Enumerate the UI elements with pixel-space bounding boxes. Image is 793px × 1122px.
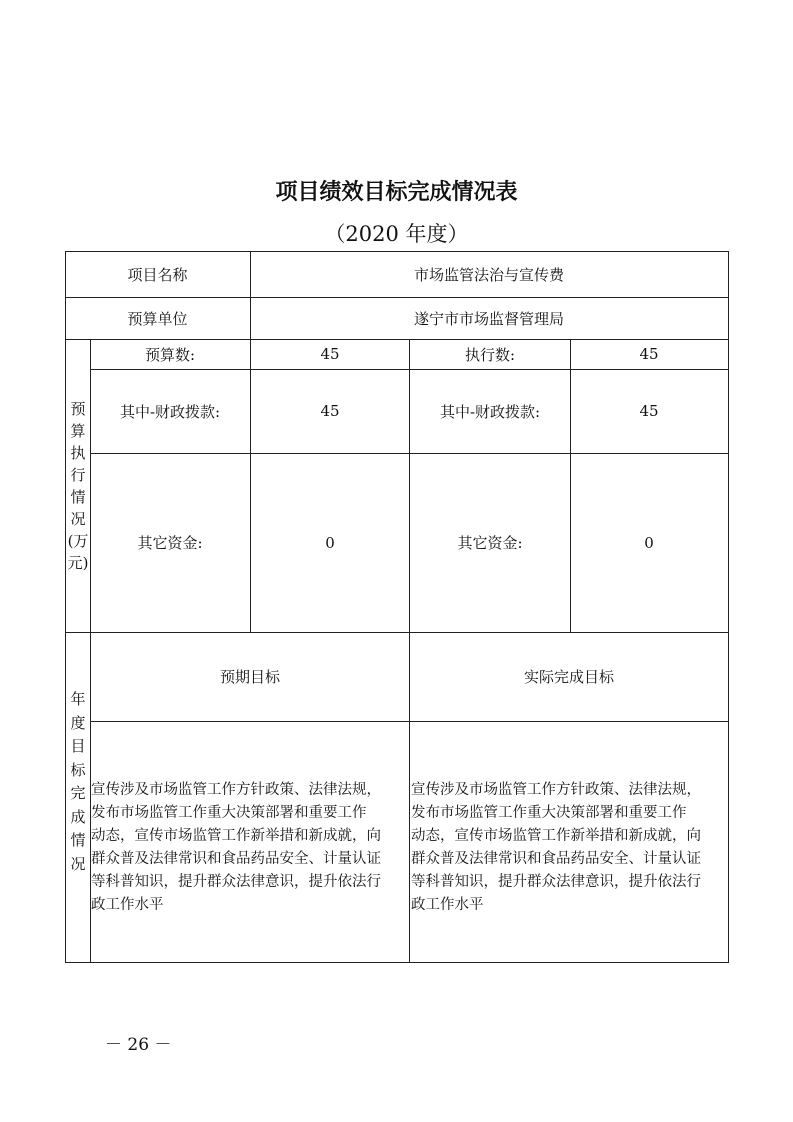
page-subtitle: （2020 年度） bbox=[324, 222, 469, 246]
budget-unit-label: 预算单位 bbox=[127, 309, 188, 328]
other-funds-label-budget: 其它资金: bbox=[137, 534, 203, 552]
table-border bbox=[728, 251, 729, 963]
budget-label: 预算数: bbox=[144, 345, 196, 364]
budget-value: 45 bbox=[320, 345, 340, 363]
expected-goal-text: 宣传涉及市场监管工作方针政策、法律法规， 发布市场监管工作重大决策部署和重要工作 动态，宣传市场监管工作新举措和新成就，向 群众普及法律常识和食品药品安全、计量认证 等科普知识，提升群众法律意识，提升依法行 政工作水平 bbox=[91, 782, 381, 913]
goal-section-label: 年度目标完成情况 bbox=[70, 690, 86, 873]
fiscal-value-exec: 45 bbox=[639, 402, 659, 420]
page-number: － 26 － bbox=[105, 1035, 172, 1055]
other-funds-value-exec: 0 bbox=[644, 533, 654, 552]
actual-goal-text: 宣传涉及市场监管工作方针政策、法律法规， 发布市场监管工作重大决策部署和重要工作 动态，宣传市场监管工作新举措和新成就，向 群众普及法律常识和食品药品安全、计量认证 等科普知识，提升群众法律意识，提升依法行 政工作水平 bbox=[411, 782, 701, 913]
fiscal-label-budget: 其中-财政拨款: bbox=[119, 402, 221, 421]
project-name-label: 项目名称 bbox=[127, 265, 188, 284]
exec-label: 执行数: bbox=[464, 345, 516, 364]
budget-unit-value: 遂宁市市场监督管理局 bbox=[413, 309, 564, 328]
fiscal-value-budget: 45 bbox=[320, 402, 340, 420]
exec-value: 45 bbox=[639, 345, 659, 363]
budget-section-label: 预算执行情况(万元) bbox=[67, 400, 89, 572]
page-title: 项目绩效目标完成情况表 bbox=[275, 180, 518, 205]
other-funds-value-budget: 0 bbox=[325, 533, 335, 552]
expected-goal-header: 预期目标 bbox=[219, 668, 280, 686]
other-funds-label-exec: 其它资金: bbox=[457, 534, 523, 552]
actual-goal-header: 实际完成目标 bbox=[523, 668, 614, 686]
fiscal-label-exec: 其中-财政拨款: bbox=[439, 402, 541, 421]
project-name-value: 市场监管法治与宣传费 bbox=[413, 265, 564, 284]
table-border bbox=[65, 962, 729, 963]
